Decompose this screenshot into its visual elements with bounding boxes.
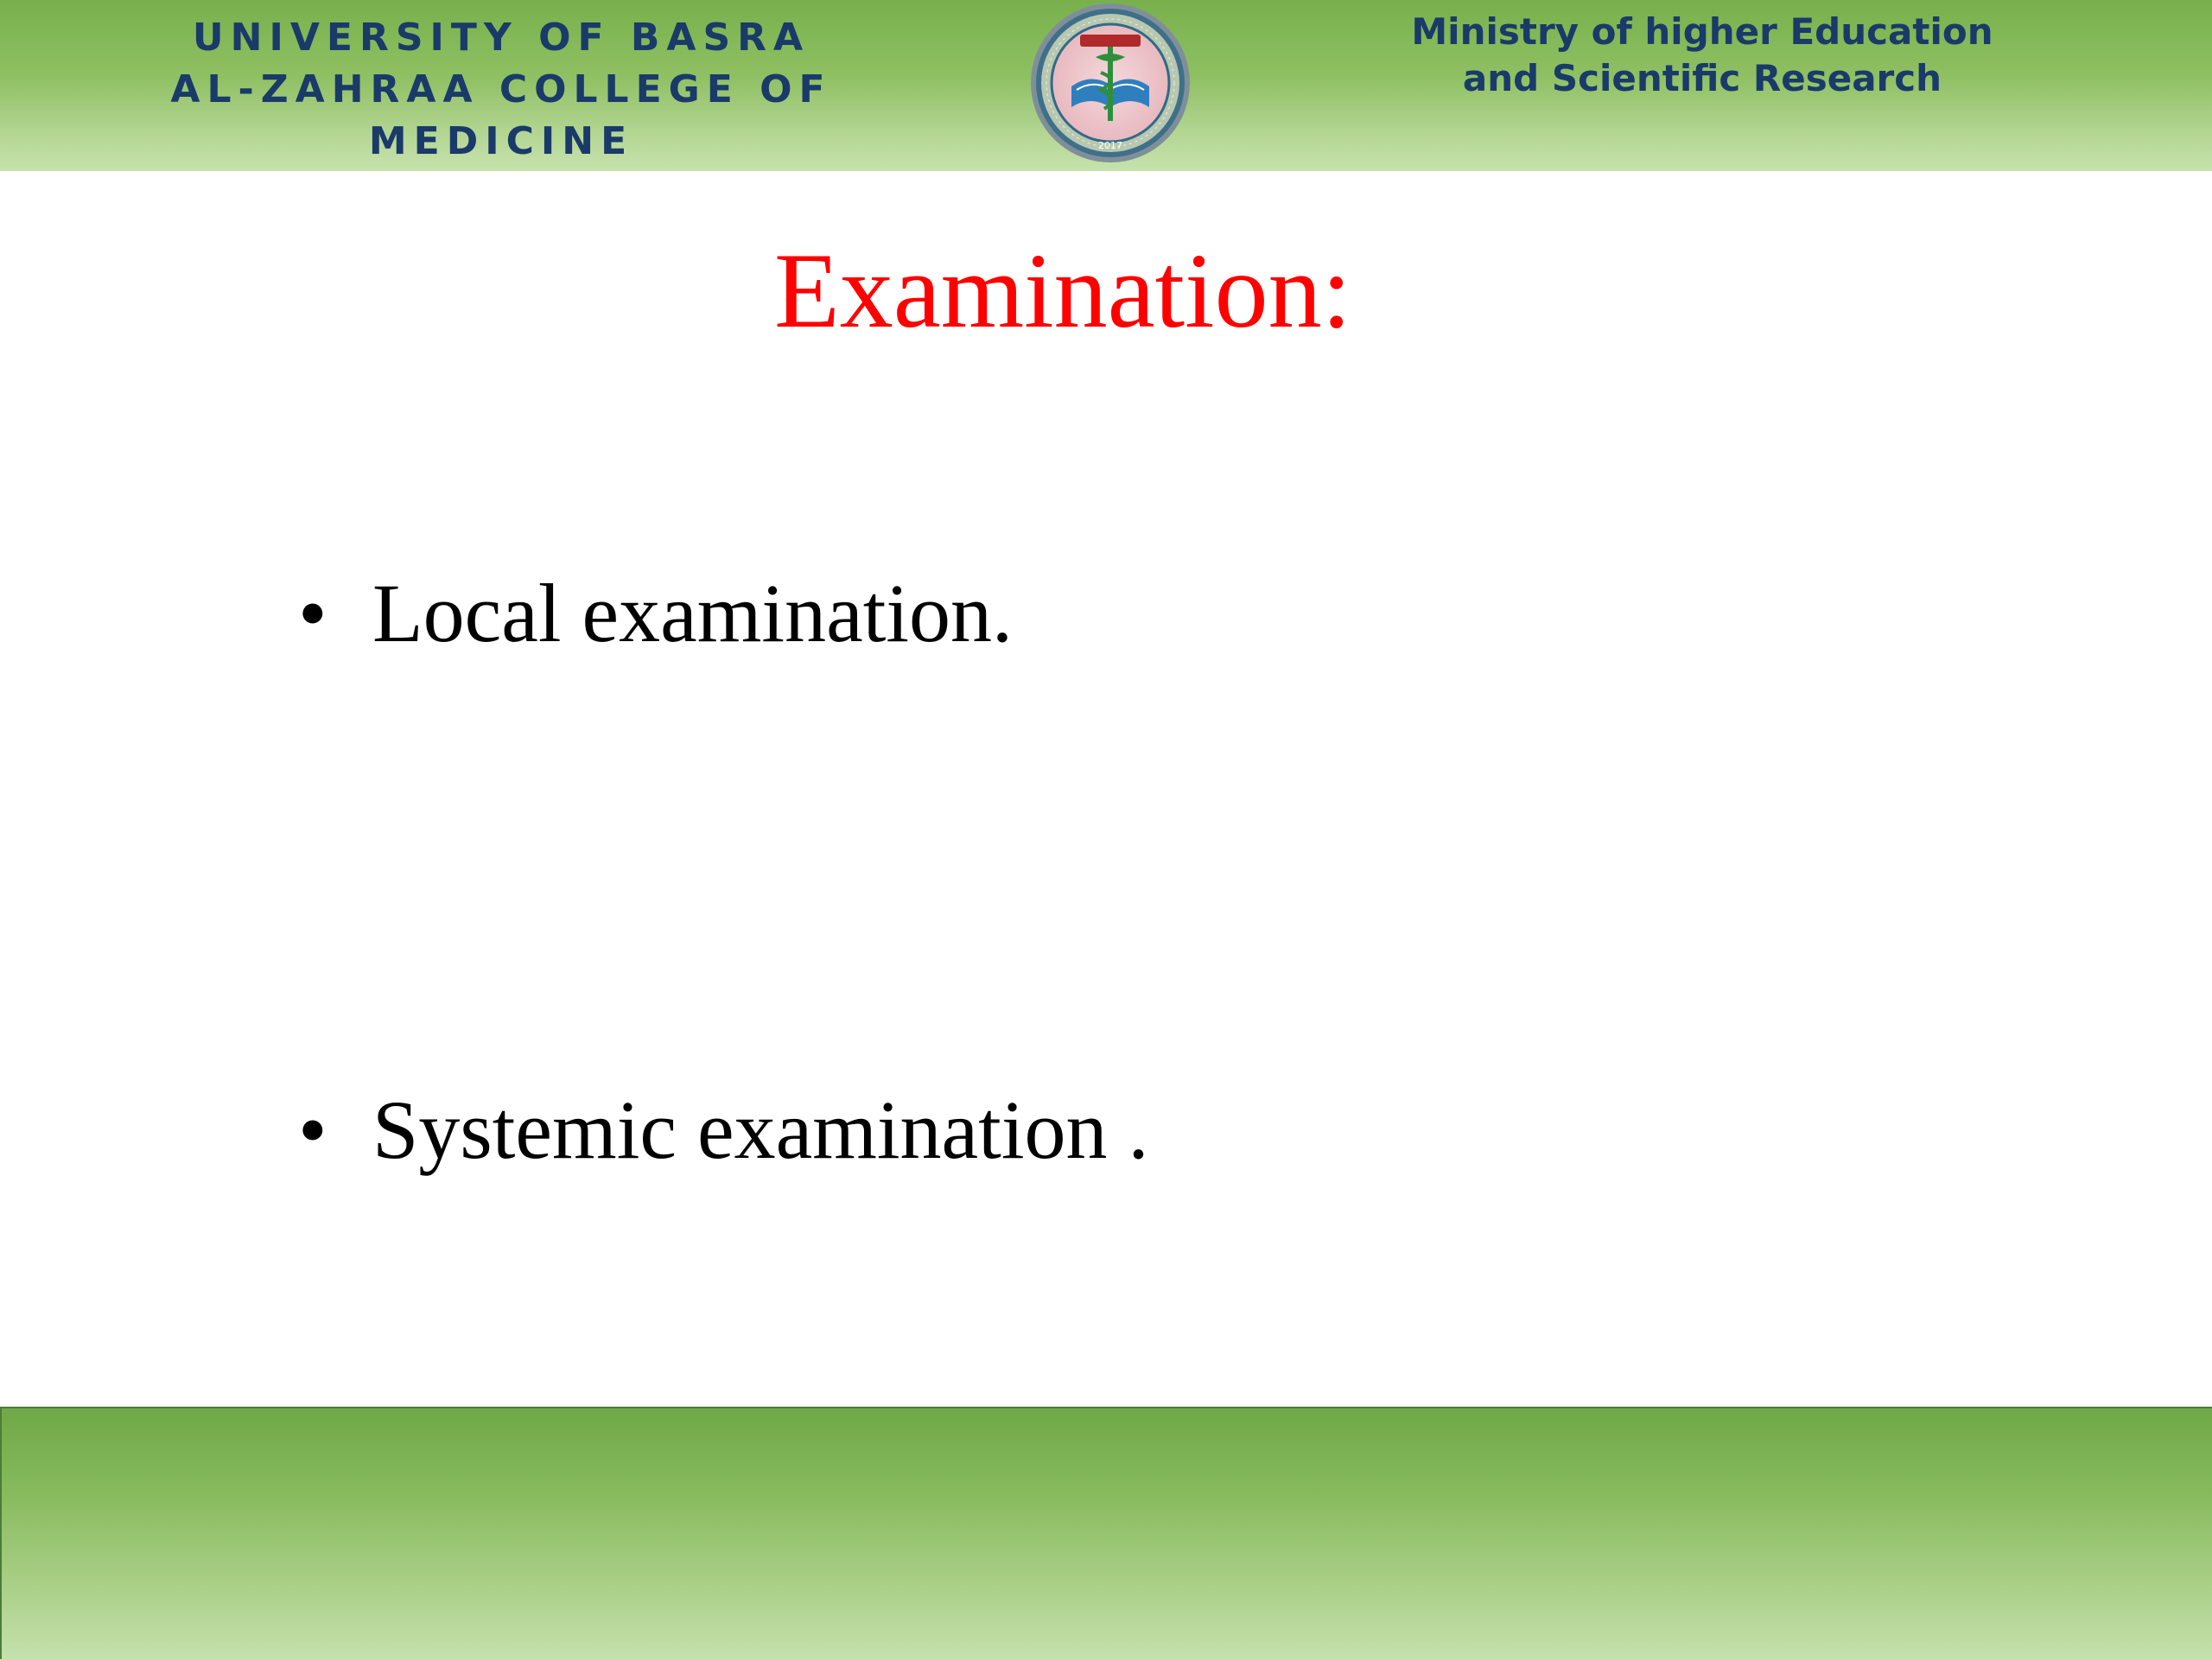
slide-title: Examination:: [773, 232, 1352, 350]
ministry-name: Ministry of higher Education: [1411, 10, 1993, 53]
header-band: [0, 0, 2212, 171]
logo-year: 2017: [1098, 140, 1122, 151]
bullet-text: Local examination.: [372, 567, 1014, 659]
footer-band: [0, 1407, 2212, 1659]
bullet-item: [298, 562, 1013, 665]
bullet-marker: •: [298, 1084, 327, 1176]
ministry-subtitle: and Scientific Research: [1462, 57, 1942, 99]
bullet-text: Systemic examination .: [372, 1084, 1149, 1176]
ministry-name-block: [1382, 9, 2022, 102]
bullet-marker: •: [298, 567, 327, 659]
university-name: UNIVERSITY OF BASRA: [192, 16, 810, 60]
university-name-block: [35, 12, 968, 168]
college-seal-logo: [1011, 0, 1210, 169]
bullet-item: [298, 1078, 1149, 1182]
college-name: AL-ZAHRAA COLLEGE OF MEDICINE: [170, 67, 832, 163]
